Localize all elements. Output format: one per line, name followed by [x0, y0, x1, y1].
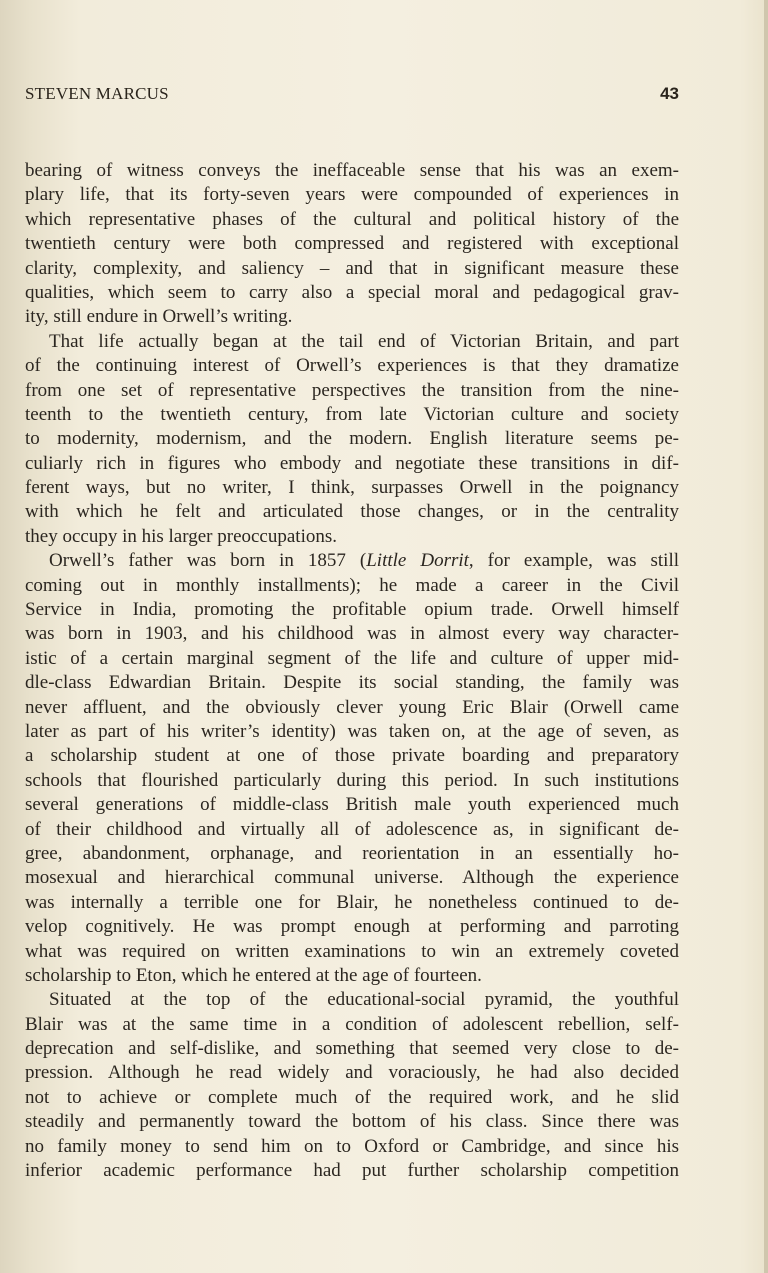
text-line: gree, abandonment, orphanage, and reorientation in an essentially ho- — [25, 842, 679, 864]
text-line: which representative phases of the cultural and political history of the — [25, 208, 679, 230]
text-line: was internally a terrible one for Blair, he nonetheless continued to de- — [25, 891, 679, 913]
text-line: clarity, complexity, and saliency – and that in significant measure these — [25, 257, 679, 279]
page-number: 43 — [660, 84, 679, 103]
text-line: later as part of his writer’s identity) was taken on, at the age of seven, as — [25, 720, 679, 742]
body-text — [25, 159, 679, 1183]
text-line: plary life, that its forty-seven years were compounded of experiences in — [25, 184, 679, 206]
text-segment: Orwell’s father was born in 1857 ( — [49, 550, 367, 572]
text-line: a scholarship student at one of those private boarding and preparatory — [25, 745, 679, 767]
text-line: culiarly rich in figures who embody and negotiate these transitions in dif- — [25, 452, 679, 474]
text-line: what was required on written examinations to win an extremely coveted — [25, 940, 679, 962]
text-line: Blair was at the same time in a condition of adolescent rebellion, self- — [25, 1013, 679, 1035]
text-line: scholarship to Eton, which he entered at the age of fourteen. — [25, 964, 482, 986]
text-line: mosexual and hierarchical communal universe. Although the experience — [25, 867, 679, 889]
text-line: never affluent, and the obviously clever young Eric Blair (Orwell came — [25, 696, 679, 718]
text-line: pression. Although he read widely and voraciously, he had also decided — [25, 1062, 679, 1084]
text-line: ity, still endure in Orwell’s writing. — [25, 306, 293, 328]
text-line — [25, 549, 679, 573]
text-line: istic of a certain marginal segment of the life and culture of upper mid- — [25, 647, 679, 669]
text-line: dle-class Edwardian Britain. Despite its social standing, the family was — [25, 672, 679, 694]
text-line: of the continuing interest of Orwell’s experiences is that they dramatize — [25, 355, 679, 377]
running-head-author: STEVEN MARCUS — [25, 84, 169, 103]
text-line: coming out in monthly installments); he made a career in the Civil — [25, 574, 679, 596]
text-line: no family money to send him on to Oxford or Cambridge, and since his — [25, 1135, 679, 1157]
text-segment: , for example, was still — [468, 550, 679, 572]
running-head — [25, 84, 679, 108]
text-line: qualities, which seem to carry also a special moral and pedagogical grav- — [25, 281, 679, 303]
text-line: they occupy in his larger preoccupations. — [25, 525, 337, 547]
text-line: velop cognitively. He was prompt enough at performing and parroting — [25, 916, 679, 938]
text-line: inferior academic performance had put further scholarship competition — [25, 1160, 679, 1182]
text-line: to modernity, modernism, and the modern. English literature seems pe- — [25, 428, 679, 450]
text-line: of their childhood and virtually all of adolescence as, in significant de- — [25, 818, 679, 840]
text-line: deprecation and self-dislike, and something that seemed very close to de- — [25, 1038, 679, 1060]
text-line: from one set of representative perspectives the transition from the nine- — [25, 379, 679, 401]
text-line: schools that flourished particularly during this period. In such institutions — [25, 769, 679, 791]
text-line: bearing of witness conveys the ineffaceable sense that his was an exem- — [25, 160, 679, 181]
text-line: not to achieve or complete much of the required work, and he slid — [25, 1086, 679, 1108]
text-line: with which he felt and articulated those changes, or in the centrality — [25, 501, 679, 523]
text-line: was born in 1903, and his childhood was in almost every way character- — [25, 623, 679, 645]
page-edge-shadow — [764, 0, 768, 1273]
text-line: ferent ways, but no writer, I think, surpasses Orwell in the poignancy — [25, 477, 679, 499]
text-line: twentieth century were both compressed and registered with exceptional — [25, 233, 679, 255]
text-line: several generations of middle-class British male youth experienced much — [25, 794, 679, 816]
book-title-italic: Little Dorrit — [366, 550, 469, 572]
text-line: That life actually began at the tail end of Victorian Britain, and part — [49, 330, 679, 352]
text-line: teenth to the twentieth century, from late Victorian culture and society — [25, 403, 679, 425]
text-line: Situated at the top of the educational-social pyramid, the youthful — [49, 989, 679, 1011]
text-line: steadily and permanently toward the bottom of his class. Since there was — [25, 1111, 679, 1133]
text-line: Service in India, promoting the profitable opium trade. Orwell himself — [25, 599, 679, 621]
